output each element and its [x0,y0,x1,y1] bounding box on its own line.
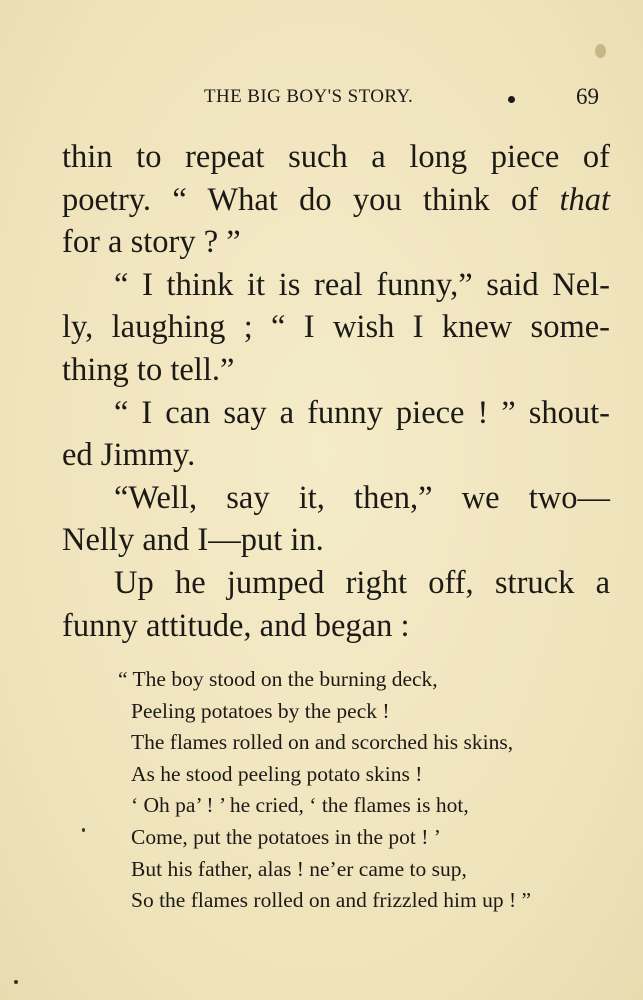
ornament-dot [508,96,515,103]
italic-word: that [559,181,610,218]
text-line: thing to tell.” [62,351,235,388]
page-number: 69 [576,84,599,109]
text-line: “ I can say a funny piece ! ” shout- [114,394,610,431]
poem-verse: As he stood peeling potato skins ! [131,761,423,786]
text-line: “ I think it is real funny,” said Nel- [114,266,610,303]
text-line [62,179,610,222]
poem-verse: Come, put the potatoes in the pot ! ’ [131,824,441,849]
text-line: for a story ? ” [62,224,241,261]
text-line: Nelly and I—put in. [62,522,324,559]
paper-stain [595,44,606,58]
poem-verse: ‘ Oh pa’ ! ’ he cried, ‘ the flames is hot, [131,793,469,818]
text-line: thin to repeat such a long piece of [62,139,610,175]
text-segment: poetry. “ What do you think of [62,181,539,218]
text-line: “Well, say it, then,” we two— [114,479,610,516]
text-line: funny attitude, and began : [62,607,410,644]
poem-verse: But his father, alas ! ne’er came to sup, [131,856,467,881]
text-line: ed Jimmy. [62,437,196,474]
body-text [62,136,610,647]
paper-speck [82,828,85,832]
poem-verse: The flames rolled on and scorched his skins, [131,730,514,755]
poem-verse: “ The boy stood on the burning deck, [118,667,438,691]
running-head [0,86,643,116]
paper-speck [14,980,18,984]
text-line: Up he jumped right off, struck a [114,564,610,601]
poem-block [118,664,598,917]
poem-verse: Peeling potatoes by the peck ! [131,698,390,723]
text-line: ly, laughing ; “ I wish I knew some- [62,309,610,346]
poem-verse: So the flames rolled on and frizzled him up ! ” [131,888,532,913]
running-title: THE BIG BOY'S STORY. [204,86,414,107]
